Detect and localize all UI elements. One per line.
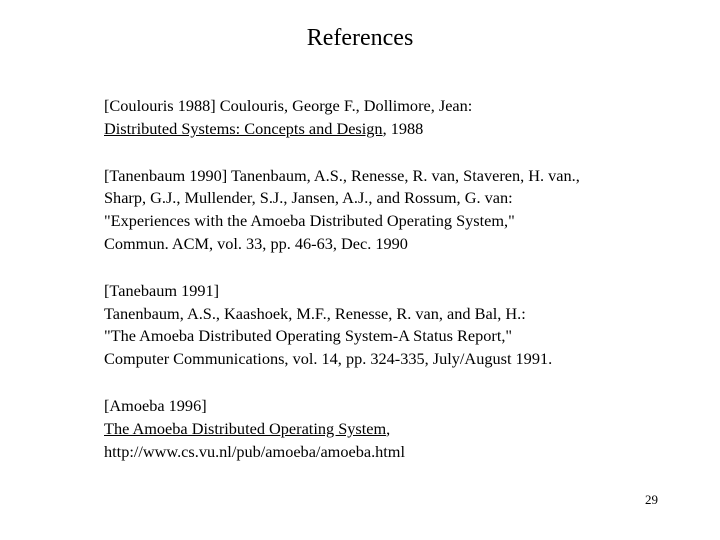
reference-tanenbaum-1990 [104, 165, 704, 256]
reference-coulouris-1988 [104, 95, 704, 141]
reference-url: http://www.cs.vu.nl/pub/amoeba/amoeba.html [104, 441, 405, 461]
reference-line [104, 418, 704, 441]
reference-line-rest: , 1988 [382, 118, 424, 138]
page-number: 29 [645, 492, 658, 507]
reference-line: [Amoeba 1996] [104, 395, 207, 415]
reference-amoeba-1996 [104, 395, 704, 463]
book-title: Distributed Systems: Concepts and Design [104, 118, 383, 138]
reference-line: [Tanebaum 1991] [104, 280, 220, 300]
web-title: The Amoeba Distributed Operating System [104, 418, 387, 438]
reference-tanebaum-1991 [104, 280, 704, 371]
reference-line [104, 118, 704, 141]
reference-list [104, 95, 704, 487]
reference-line: "The Amoeba Distributed Operating System-A Status Report," [104, 326, 513, 346]
reference-line: "Experiences with the Amoeba Distributed Operating System," [104, 211, 515, 231]
reference-line-rest: , [386, 418, 391, 438]
reference-line: Tanenbaum, A.S., Kaashoek, M.F., Renesse, R. van, and Bal, H.: [104, 303, 526, 323]
reference-line: Computer Communications, vol. 14, pp. 324-335, July/August 1991. [104, 349, 553, 369]
page-title: References [306, 25, 414, 51]
reference-line: Commun. ACM, vol. 33, pp. 46-63, Dec. 1990 [104, 233, 408, 253]
reference-line: [Tanenbaum 1990] Tanenbaum, A.S., Renesse, R. van, Staveren, H. van., [104, 165, 580, 185]
reference-line: [Coulouris 1988] Coulouris, George F., Dollimore, Jean: [104, 96, 473, 115]
reference-line: Sharp, G.J., Mullender, S.J., Jansen, A.J., and Rossum, G. van: [104, 188, 513, 208]
